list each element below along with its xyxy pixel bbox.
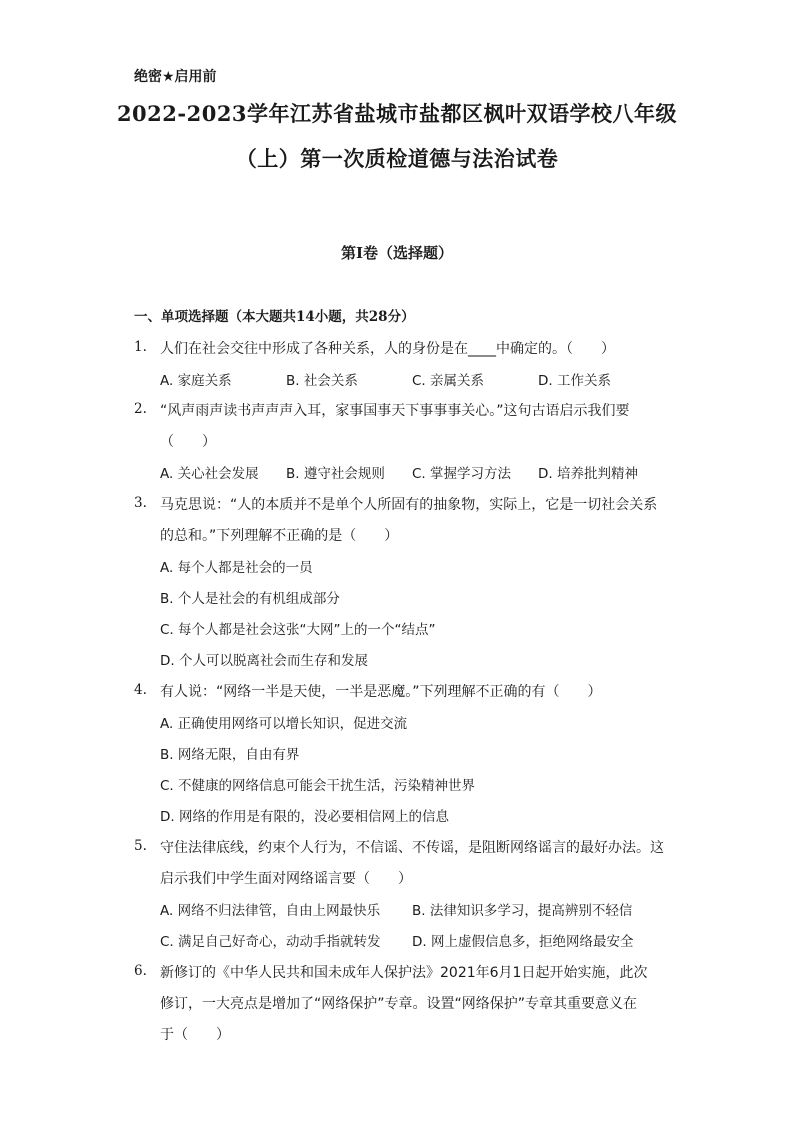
option-c: C. 掌握学习方法 — [412, 466, 512, 482]
option-b: B. 社会关系 — [286, 373, 358, 389]
option-a: A. 关心社会发展 — [160, 466, 259, 482]
option-b: B. 个人是社会的有机组成部分 — [160, 591, 340, 607]
option-c: C. 满足自己好奇心，动动手指就转发 — [160, 934, 381, 950]
question-number: 6. — [134, 963, 147, 979]
question-text: （ ） — [160, 434, 216, 450]
question-number: 3. — [134, 495, 147, 511]
question-text: 于（ ） — [160, 1027, 230, 1043]
title-line-2: （上）第一次质检道德与法治试卷 — [235, 146, 559, 171]
option-a: A. 正确使用网络可以增长知识，促进交流 — [160, 716, 408, 732]
option-d: D. 个人可以脱离社会而生存和发展 — [160, 653, 368, 669]
option-d: D. 培养批判精神 — [538, 466, 638, 482]
question-text: 有人说：“网络一半是天使，一半是恶魔。”下列理解不正确的有（ ） — [160, 684, 602, 700]
title-line-1: 2022-2023学年江苏省盐城市盐都区枫叶双语学校八年级 — [116, 101, 678, 126]
option-a: A. 每个人都是社会的一员 — [160, 560, 313, 576]
question-text: 的总和。”下列理解不正确的是（ ） — [160, 528, 399, 544]
option-b: B. 遵守社会规则 — [286, 466, 385, 482]
question-number: 2. — [134, 401, 147, 417]
option-a: A. 家庭关系 — [160, 373, 232, 389]
question-number: 5. — [134, 838, 147, 854]
question-text: 人们在社会交往中形成了各种关系，人的身份是在____中确定的。（ ） — [160, 341, 615, 357]
question-number: 1. — [134, 339, 147, 355]
option-c: C. 每个人都是社会这张“大网”上的一个“结点” — [160, 622, 436, 638]
question-text: 守住法律底线，约束个人行为，不信谣、不传谣，是阻断网络谣言的最好办法。这 — [160, 840, 664, 856]
option-d: D. 网上虚假信息多，拒绝网络最安全 — [412, 934, 634, 950]
option-b: B. 网络无限，自由有界 — [160, 747, 300, 763]
volume-label: 第Ⅰ卷（选择题） — [340, 244, 454, 262]
secret-label: 绝密★启用前 — [134, 69, 217, 85]
question-text: 启示我们中学生面对网络谣言要（ ） — [160, 871, 412, 887]
option-b: B. 法律知识多学习，提高辨别不轻信 — [412, 903, 633, 919]
question-text: 新修订的《中华人民共和国未成年人保护法》2021年6月1日起开始实施，此次 — [160, 965, 648, 981]
option-a: A. 网络不归法律管，自由上网最快乐 — [160, 903, 381, 919]
question-text: 修订，一大亮点是增加了“网络保护”专章。设置“网络保护”专章其重要意义在 — [160, 996, 638, 1012]
option-d: D. 工作关系 — [538, 373, 611, 389]
option-d: D. 网络的作用是有限的，没必要相信网上的信息 — [160, 809, 449, 825]
question-number: 4. — [134, 682, 147, 698]
option-c: C. 不健康的网络信息可能会干扰生活，污染精神世界 — [160, 778, 476, 794]
option-c: C. 亲属关系 — [412, 373, 485, 389]
section-label: 一、单项选择题（本大题共14小题，共28分） — [134, 309, 415, 325]
question-text: 马克思说：“人的本质并不是单个人所固有的抽象物，实际上，它是一切社会关系 — [160, 497, 658, 513]
question-text: “风声雨声读书声声声入耳，家事国事天下事事事关心。”这句古语启示我们要 — [160, 403, 630, 419]
